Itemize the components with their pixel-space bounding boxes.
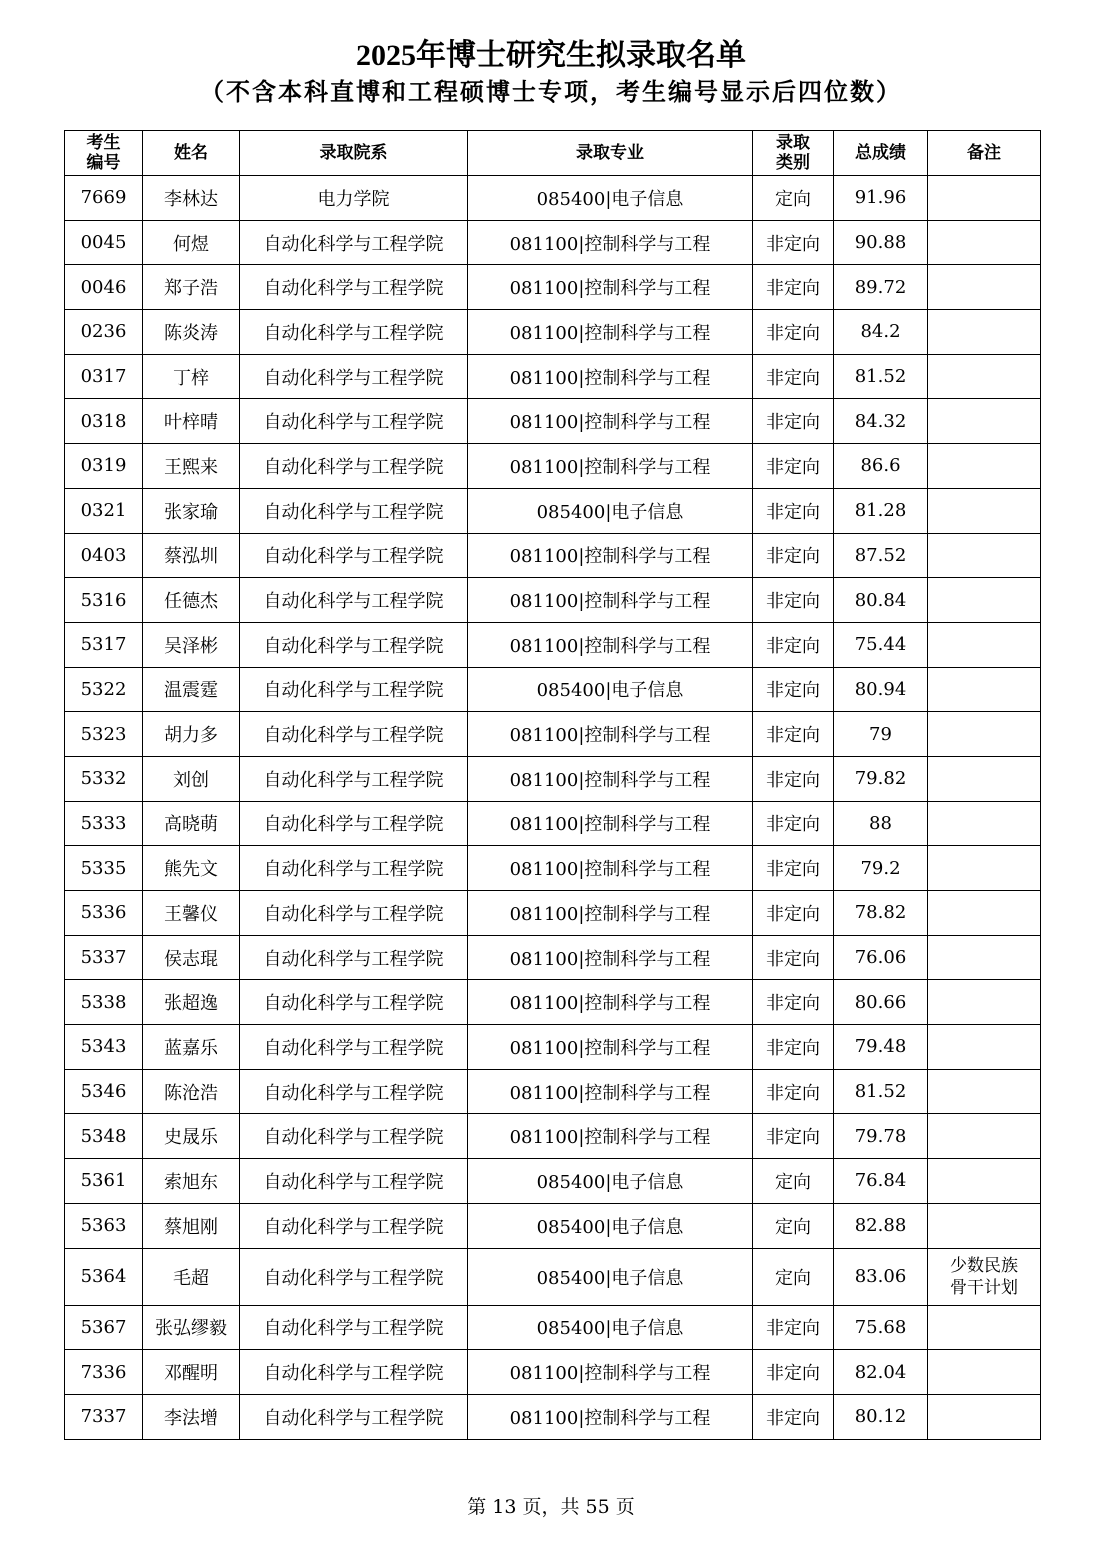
cell-candidate-id: 0403 <box>65 533 143 578</box>
cell-candidate-id: 5364 <box>65 1248 143 1305</box>
document-title: 2025年博士研究生拟录取名单 <box>356 39 746 72</box>
cell-major: 081100|控制科学与工程 <box>468 756 753 801</box>
table-row <box>65 622 1041 667</box>
table-row <box>65 667 1041 712</box>
admission-table <box>64 130 1041 1440</box>
cell-total-score: 82.88 <box>834 1203 928 1248</box>
header-admission-type: 录取 类别 <box>753 131 834 176</box>
cell-major: 081100|控制科学与工程 <box>468 1069 753 1114</box>
cell-major: 081100|控制科学与工程 <box>468 1114 753 1159</box>
page-footer: 第 13 页，共 55 页 <box>467 1496 635 1518</box>
table-row <box>65 265 1041 310</box>
cell-candidate-id: 5322 <box>65 667 143 712</box>
cell-admission-type: 非定向 <box>753 1025 834 1070</box>
cell-admission-type: 非定向 <box>753 891 834 936</box>
cell-remarks <box>928 220 1041 265</box>
table-row <box>65 1114 1041 1159</box>
cell-candidate-id: 0321 <box>65 488 143 533</box>
cell-name: 王馨仪 <box>143 891 240 936</box>
cell-remarks <box>928 578 1041 623</box>
cell-major: 081100|控制科学与工程 <box>468 310 753 355</box>
table-body <box>65 176 1041 1440</box>
cell-name: 毛超 <box>143 1248 240 1305</box>
cell-admission-type: 定向 <box>753 1159 834 1204</box>
cell-major: 081100|控制科学与工程 <box>468 712 753 757</box>
cell-remarks: 少数民族 骨干计划 <box>928 1248 1041 1305</box>
cell-total-score: 80.12 <box>834 1394 928 1439</box>
cell-remarks <box>928 622 1041 667</box>
cell-major: 081100|控制科学与工程 <box>468 980 753 1025</box>
cell-total-score: 79.78 <box>834 1114 928 1159</box>
cell-admission-type: 非定向 <box>753 310 834 355</box>
table-row <box>65 980 1041 1025</box>
cell-remarks <box>928 488 1041 533</box>
cell-remarks <box>928 667 1041 712</box>
cell-department: 自动化科学与工程学院 <box>240 399 468 444</box>
cell-major: 081100|控制科学与工程 <box>468 622 753 667</box>
cell-remarks <box>928 1394 1041 1439</box>
cell-remarks <box>928 1203 1041 1248</box>
table-row <box>65 1350 1041 1395</box>
cell-remarks <box>928 1114 1041 1159</box>
cell-department: 自动化科学与工程学院 <box>240 578 468 623</box>
cell-admission-type: 定向 <box>753 1248 834 1305</box>
cell-remarks <box>928 1025 1041 1070</box>
cell-department: 自动化科学与工程学院 <box>240 1394 468 1439</box>
cell-major: 085400|电子信息 <box>468 667 753 712</box>
cell-department: 自动化科学与工程学院 <box>240 265 468 310</box>
cell-total-score: 79.2 <box>834 846 928 891</box>
cell-total-score: 89.72 <box>834 265 928 310</box>
cell-candidate-id: 5363 <box>65 1203 143 1248</box>
cell-remarks <box>928 801 1041 846</box>
cell-total-score: 75.44 <box>834 622 928 667</box>
cell-candidate-id: 5337 <box>65 935 143 980</box>
cell-candidate-id: 5367 <box>65 1305 143 1350</box>
cell-admission-type: 非定向 <box>753 444 834 489</box>
table-row <box>65 399 1041 444</box>
table-row <box>65 1025 1041 1070</box>
header-total-score: 总成绩 <box>834 131 928 176</box>
cell-total-score: 84.32 <box>834 399 928 444</box>
cell-candidate-id: 7669 <box>65 176 143 221</box>
cell-total-score: 80.66 <box>834 980 928 1025</box>
cell-candidate-id: 7336 <box>65 1350 143 1395</box>
cell-major: 081100|控制科学与工程 <box>468 1394 753 1439</box>
cell-department: 自动化科学与工程学院 <box>240 1114 468 1159</box>
table-row <box>65 1069 1041 1114</box>
cell-department: 自动化科学与工程学院 <box>240 1159 468 1204</box>
cell-department: 自动化科学与工程学院 <box>240 310 468 355</box>
cell-name: 史晟乐 <box>143 1114 240 1159</box>
table-header-row <box>65 131 1041 176</box>
cell-admission-type: 非定向 <box>753 846 834 891</box>
cell-admission-type: 非定向 <box>753 265 834 310</box>
cell-name: 王熙来 <box>143 444 240 489</box>
cell-department: 自动化科学与工程学院 <box>240 1248 468 1305</box>
cell-name: 侯志琨 <box>143 935 240 980</box>
table-row <box>65 1248 1041 1305</box>
cell-admission-type: 非定向 <box>753 354 834 399</box>
cell-total-score: 86.6 <box>834 444 928 489</box>
table-row <box>65 891 1041 936</box>
cell-name: 李法增 <box>143 1394 240 1439</box>
cell-total-score: 76.06 <box>834 935 928 980</box>
cell-major: 081100|控制科学与工程 <box>468 265 753 310</box>
cell-major: 081100|控制科学与工程 <box>468 846 753 891</box>
cell-total-score: 75.68 <box>834 1305 928 1350</box>
cell-candidate-id: 0046 <box>65 265 143 310</box>
cell-name: 张家瑜 <box>143 488 240 533</box>
table-row <box>65 756 1041 801</box>
cell-admission-type: 非定向 <box>753 399 834 444</box>
cell-candidate-id: 0319 <box>65 444 143 489</box>
cell-department: 自动化科学与工程学院 <box>240 1350 468 1395</box>
table-row <box>65 846 1041 891</box>
cell-major: 081100|控制科学与工程 <box>468 444 753 489</box>
cell-remarks <box>928 399 1041 444</box>
cell-admission-type: 非定向 <box>753 801 834 846</box>
cell-major: 085400|电子信息 <box>468 176 753 221</box>
cell-admission-type: 非定向 <box>753 667 834 712</box>
cell-remarks <box>928 310 1041 355</box>
cell-total-score: 76.84 <box>834 1159 928 1204</box>
cell-admission-type: 非定向 <box>753 622 834 667</box>
cell-department: 自动化科学与工程学院 <box>240 756 468 801</box>
cell-major: 085400|电子信息 <box>468 488 753 533</box>
table-row <box>65 1159 1041 1204</box>
cell-department: 自动化科学与工程学院 <box>240 846 468 891</box>
cell-admission-type: 非定向 <box>753 1069 834 1114</box>
cell-name: 温震霆 <box>143 667 240 712</box>
cell-admission-type: 非定向 <box>753 533 834 578</box>
cell-candidate-id: 5323 <box>65 712 143 757</box>
cell-name: 何煜 <box>143 220 240 265</box>
cell-department: 自动化科学与工程学院 <box>240 980 468 1025</box>
cell-name: 蔡泓圳 <box>143 533 240 578</box>
cell-name: 叶梓晴 <box>143 399 240 444</box>
cell-major: 081100|控制科学与工程 <box>468 935 753 980</box>
cell-name: 张超逸 <box>143 980 240 1025</box>
table-row <box>65 533 1041 578</box>
cell-remarks <box>928 935 1041 980</box>
cell-candidate-id: 5333 <box>65 801 143 846</box>
cell-candidate-id: 5317 <box>65 622 143 667</box>
cell-candidate-id: 5361 <box>65 1159 143 1204</box>
table-row <box>65 488 1041 533</box>
cell-department: 自动化科学与工程学院 <box>240 220 468 265</box>
cell-remarks <box>928 265 1041 310</box>
cell-name: 胡力多 <box>143 712 240 757</box>
cell-admission-type: 非定向 <box>753 712 834 757</box>
cell-name: 丁梓 <box>143 354 240 399</box>
table-row <box>65 1394 1041 1439</box>
cell-total-score: 81.28 <box>834 488 928 533</box>
cell-candidate-id: 5332 <box>65 756 143 801</box>
cell-department: 自动化科学与工程学院 <box>240 1203 468 1248</box>
cell-department: 自动化科学与工程学院 <box>240 935 468 980</box>
cell-total-score: 81.52 <box>834 1069 928 1114</box>
cell-major: 081100|控制科学与工程 <box>468 354 753 399</box>
cell-department: 自动化科学与工程学院 <box>240 801 468 846</box>
cell-candidate-id: 0317 <box>65 354 143 399</box>
cell-total-score: 90.88 <box>834 220 928 265</box>
cell-candidate-id: 5335 <box>65 846 143 891</box>
header-department: 录取院系 <box>240 131 468 176</box>
cell-major: 085400|电子信息 <box>468 1305 753 1350</box>
cell-remarks <box>928 354 1041 399</box>
cell-remarks <box>928 444 1041 489</box>
cell-candidate-id: 5316 <box>65 578 143 623</box>
cell-total-score: 88 <box>834 801 928 846</box>
cell-name: 陈沧浩 <box>143 1069 240 1114</box>
cell-department: 自动化科学与工程学院 <box>240 1305 468 1350</box>
cell-major: 085400|电子信息 <box>468 1203 753 1248</box>
cell-total-score: 80.94 <box>834 667 928 712</box>
cell-department: 自动化科学与工程学院 <box>240 712 468 757</box>
cell-total-score: 82.04 <box>834 1350 928 1395</box>
cell-department: 自动化科学与工程学院 <box>240 1025 468 1070</box>
cell-total-score: 84.2 <box>834 310 928 355</box>
cell-total-score: 79.48 <box>834 1025 928 1070</box>
cell-department: 自动化科学与工程学院 <box>240 354 468 399</box>
cell-major: 085400|电子信息 <box>468 1248 753 1305</box>
cell-total-score: 81.52 <box>834 354 928 399</box>
cell-name: 张弘缪毅 <box>143 1305 240 1350</box>
cell-department: 自动化科学与工程学院 <box>240 444 468 489</box>
cell-department: 自动化科学与工程学院 <box>240 622 468 667</box>
cell-admission-type: 非定向 <box>753 220 834 265</box>
table-row <box>65 1203 1041 1248</box>
cell-major: 081100|控制科学与工程 <box>468 578 753 623</box>
cell-major: 081100|控制科学与工程 <box>468 1350 753 1395</box>
cell-major: 081100|控制科学与工程 <box>468 801 753 846</box>
cell-candidate-id: 0318 <box>65 399 143 444</box>
table-row <box>65 444 1041 489</box>
cell-total-score: 80.84 <box>834 578 928 623</box>
cell-name: 邓醒明 <box>143 1350 240 1395</box>
cell-major: 085400|电子信息 <box>468 1159 753 1204</box>
cell-total-score: 79.82 <box>834 756 928 801</box>
cell-remarks <box>928 1159 1041 1204</box>
cell-remarks <box>928 846 1041 891</box>
table-row <box>65 176 1041 221</box>
cell-name: 陈炎涛 <box>143 310 240 355</box>
cell-name: 高晓萌 <box>143 801 240 846</box>
cell-major: 081100|控制科学与工程 <box>468 533 753 578</box>
cell-major: 081100|控制科学与工程 <box>468 399 753 444</box>
cell-candidate-id: 5338 <box>65 980 143 1025</box>
header-remarks: 备注 <box>928 131 1041 176</box>
cell-admission-type: 非定向 <box>753 756 834 801</box>
cell-name: 蔡旭刚 <box>143 1203 240 1248</box>
table-row <box>65 354 1041 399</box>
cell-department: 自动化科学与工程学院 <box>240 1069 468 1114</box>
cell-name: 蓝嘉乐 <box>143 1025 240 1070</box>
cell-admission-type: 非定向 <box>753 488 834 533</box>
table-row <box>65 1305 1041 1350</box>
cell-total-score: 91.96 <box>834 176 928 221</box>
cell-department: 自动化科学与工程学院 <box>240 533 468 578</box>
cell-remarks <box>928 1069 1041 1114</box>
cell-department: 电力学院 <box>240 176 468 221</box>
cell-total-score: 79 <box>834 712 928 757</box>
cell-total-score: 83.06 <box>834 1248 928 1305</box>
header-major: 录取专业 <box>468 131 753 176</box>
cell-candidate-id: 5343 <box>65 1025 143 1070</box>
cell-department: 自动化科学与工程学院 <box>240 891 468 936</box>
table-row <box>65 578 1041 623</box>
cell-candidate-id: 5336 <box>65 891 143 936</box>
cell-total-score: 78.82 <box>834 891 928 936</box>
cell-remarks <box>928 1350 1041 1395</box>
table-row <box>65 310 1041 355</box>
cell-name: 郑子浩 <box>143 265 240 310</box>
cell-name: 熊先文 <box>143 846 240 891</box>
header-name: 姓名 <box>143 131 240 176</box>
cell-name: 吴泽彬 <box>143 622 240 667</box>
cell-remarks <box>928 533 1041 578</box>
cell-department: 自动化科学与工程学院 <box>240 667 468 712</box>
table-row <box>65 220 1041 265</box>
cell-admission-type: 定向 <box>753 176 834 221</box>
cell-admission-type: 非定向 <box>753 935 834 980</box>
cell-candidate-id: 5348 <box>65 1114 143 1159</box>
cell-remarks <box>928 980 1041 1025</box>
table-row <box>65 801 1041 846</box>
cell-candidate-id: 5346 <box>65 1069 143 1114</box>
cell-admission-type: 定向 <box>753 1203 834 1248</box>
cell-name: 李林达 <box>143 176 240 221</box>
table-row <box>65 935 1041 980</box>
cell-remarks <box>928 176 1041 221</box>
cell-major: 081100|控制科学与工程 <box>468 1025 753 1070</box>
cell-admission-type: 非定向 <box>753 1350 834 1395</box>
cell-admission-type: 非定向 <box>753 980 834 1025</box>
cell-remarks <box>928 891 1041 936</box>
cell-remarks <box>928 756 1041 801</box>
document-subtitle: （不含本科直博和工程硕博士专项，考生编号显示后四位数） <box>200 78 902 106</box>
cell-candidate-id: 7337 <box>65 1394 143 1439</box>
cell-department: 自动化科学与工程学院 <box>240 488 468 533</box>
cell-admission-type: 非定向 <box>753 1394 834 1439</box>
cell-total-score: 87.52 <box>834 533 928 578</box>
cell-admission-type: 非定向 <box>753 1305 834 1350</box>
cell-name: 索旭东 <box>143 1159 240 1204</box>
cell-major: 081100|控制科学与工程 <box>468 220 753 265</box>
cell-remarks <box>928 712 1041 757</box>
cell-major: 081100|控制科学与工程 <box>468 891 753 936</box>
table-row <box>65 712 1041 757</box>
cell-name: 任德杰 <box>143 578 240 623</box>
cell-remarks <box>928 1305 1041 1350</box>
cell-candidate-id: 0236 <box>65 310 143 355</box>
header-candidate-id: 考生 编号 <box>65 131 143 176</box>
cell-admission-type: 非定向 <box>753 1114 834 1159</box>
cell-name: 刘创 <box>143 756 240 801</box>
cell-candidate-id: 0045 <box>65 220 143 265</box>
cell-admission-type: 非定向 <box>753 578 834 623</box>
